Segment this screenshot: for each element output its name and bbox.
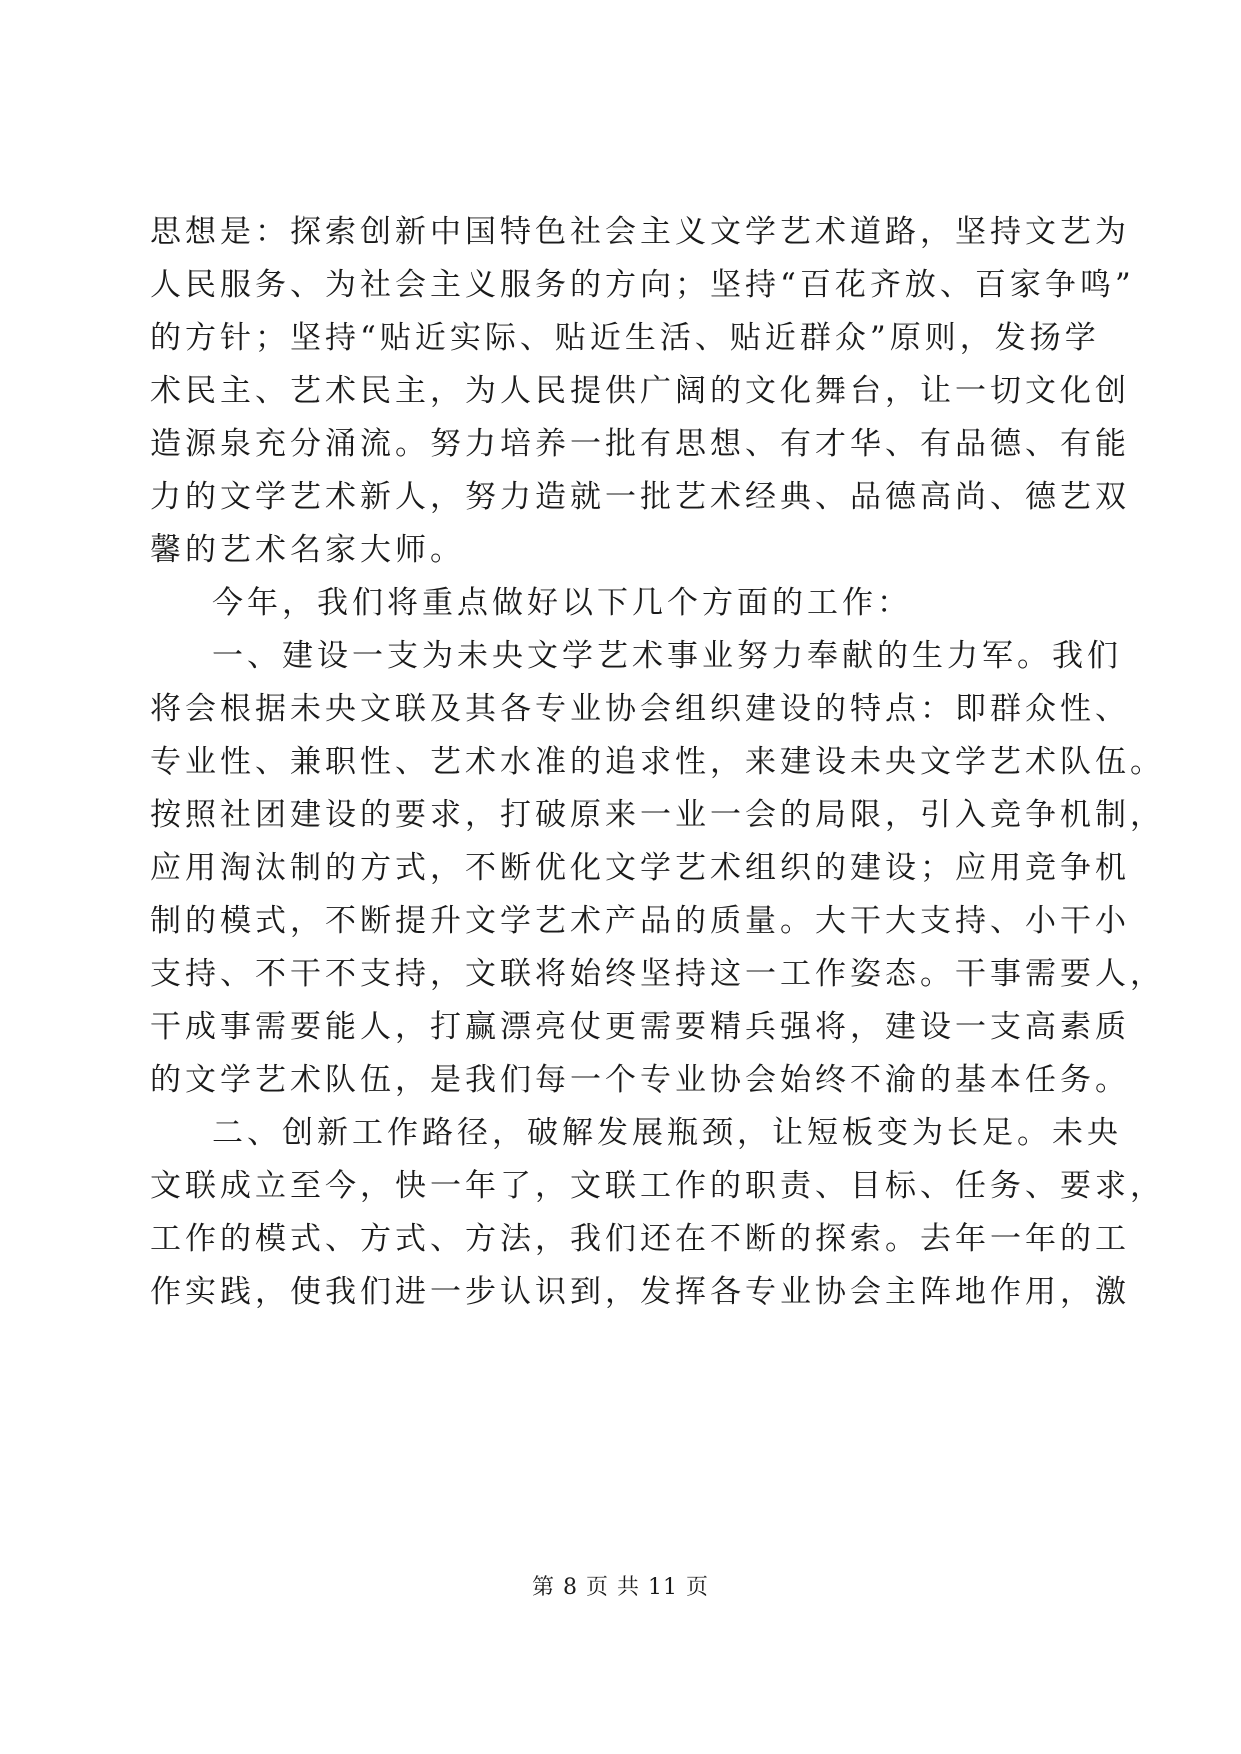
text-line: 人民服务、为社会主义服务的方向；坚持“百花齐放、百家争鸣” (150, 267, 1135, 303)
text-line: 干成事需要能人，打赢漂亮仗更需要精兵强将，建设一支高素质 (150, 1009, 1130, 1045)
paragraph-first-line: 二、创新工作路径，破解发展瓶颈，让短板变为长足。未央 (212, 1115, 1122, 1151)
text-line: 的文学艺术队伍，是我们每一个专业协会始终不渝的基本任务。 (150, 1062, 1130, 1098)
text-line: 支持、不干不支持，文联将始终坚持这一工作姿态。干事需要人， (150, 956, 1165, 992)
text-line: 应用淘汰制的方式，不断优化文学艺术组织的建设；应用竞争机 (150, 850, 1130, 886)
paragraph-first-line: 今年，我们将重点做好以下几个方面的工作： (212, 585, 912, 621)
text-line: 作实践，使我们进一步认识到，发挥各专业协会主阵地作用，激 (150, 1274, 1130, 1310)
text-line: 的方针；坚持“贴近实际、贴近生活、贴近群众”原则，发扬学 (150, 320, 1100, 356)
text-line: 造源泉充分涌流。努力培养一批有思想、有才华、有品德、有能 (150, 426, 1130, 462)
text-line: 将会根据未央文联及其各专业协会组织建设的特点：即群众性、 (150, 691, 1130, 727)
text-line: 思想是：探索创新中国特色社会主义文学艺术道路，坚持文艺为 (150, 214, 1130, 250)
text-line: 力的文学艺术新人，努力造就一批艺术经典、品德高尚、德艺双 (150, 479, 1130, 515)
text-line: 术民主、艺术民主，为人民提供广阔的文化舞台，让一切文化创 (150, 373, 1130, 409)
text-line: 馨的艺术名家大师。 (150, 532, 465, 568)
text-line: 工作的模式、方式、方法，我们还在不断的探索。去年一年的工 (150, 1221, 1130, 1257)
page-number-footer: 第 8 页 共 11 页 (532, 1575, 709, 1600)
text-line: 按照社团建设的要求，打破原来一业一会的局限，引入竞争机制， (150, 797, 1165, 833)
paragraph-first-line: 一、建设一支为未央文学艺术事业努力奉献的生力军。我们 (212, 638, 1122, 674)
text-line: 文联成立至今，快一年了，文联工作的职责、目标、任务、要求， (150, 1168, 1165, 1204)
text-line: 专业性、兼职性、艺术水准的追求性，来建设未央文学艺术队伍。 (150, 744, 1165, 780)
text-line: 制的模式，不断提升文学艺术产品的质量。大干大支持、小干小 (150, 903, 1130, 939)
